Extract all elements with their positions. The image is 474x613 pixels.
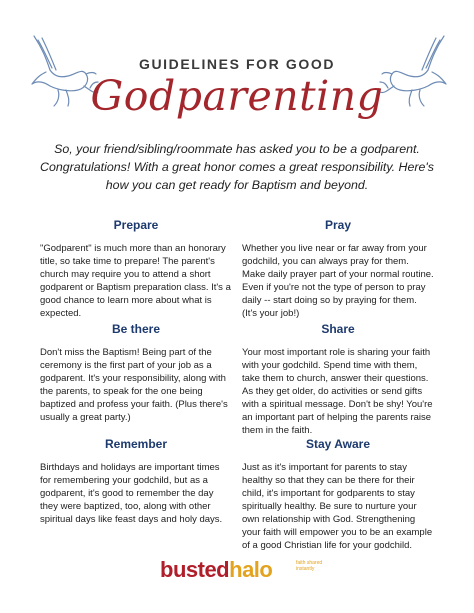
section-title: Be there	[111, 322, 161, 336]
section-stay-aware	[242, 437, 434, 552]
section-title: Stay Aware	[305, 437, 371, 451]
section-body: Don't miss the Baptism! Being part of the ceremony is the first part of your job as a godparent. It's your responsibility, along with the parents, to speak for the one being baptized and profess your faith. (Plus there's usually a great party.)	[40, 347, 228, 423]
section-be-there	[40, 322, 232, 424]
logo-part-busted: busted	[160, 557, 230, 582]
section-body: Just as it's important for parents to stay healthy so that they can be there for their child, it's important for godparents to stay spiritually healthy. Be sure to nurture your own relationship with God. Strengthening your faith will empower you to be an example of a good Christian life for your godchild.	[242, 462, 433, 551]
bustedhalo-logo	[160, 557, 323, 587]
section-share	[242, 322, 434, 437]
section-prepare	[40, 218, 232, 320]
intro-paragraph: So, your friend/sibling/roommate has asked you to be a godparent. Congratulations! With a great honor comes a great responsibility. Here's how you can get ready for Baptism and beyond.	[40, 142, 434, 192]
section-remember	[40, 437, 232, 526]
section-title: Share	[321, 322, 355, 336]
section-body: Birthdays and holidays are important times for remembering your godchild, but as a godparent, it's good to remember the day they were baptized, too, along with other spiritual days like feast days and holy days.	[40, 462, 223, 525]
logo-part-halo: halo	[229, 557, 273, 582]
section-body: "Godparent" is much more than an honorary title, so take time to prepare! The parent's church may require you to attend a short godparent or Baptism preparation class. It's a good chance to learn more about what is expected.	[40, 243, 231, 319]
header-kicker: GUIDELINES FOR GOOD	[138, 56, 336, 72]
section-body: Whether you live near or far away from your godchild, you can always pray for them. Make daily prayer part of your normal routine. Even if you're not the type of person to pray daily -- start doing so by praying for them. (It's your job!)	[242, 243, 434, 319]
section-title: Prepare	[113, 218, 159, 232]
page-title: Godparenting	[90, 72, 384, 120]
logo-wordmark	[160, 557, 272, 583]
section-body: Your most important role is sharing your faith with your godchild. Spend time with them, take them to church, answer their questions. As they get older, do activities or send gifts with a spiritual message. Don't be shy! You're an important part of helping the parents raise them in the faith.	[242, 347, 433, 436]
page-header	[0, 56, 474, 118]
section-pray	[242, 218, 434, 320]
logo-tagline: faith shared instantly	[296, 560, 323, 572]
section-title: Remember	[104, 437, 168, 451]
section-title: Pray	[324, 218, 352, 232]
